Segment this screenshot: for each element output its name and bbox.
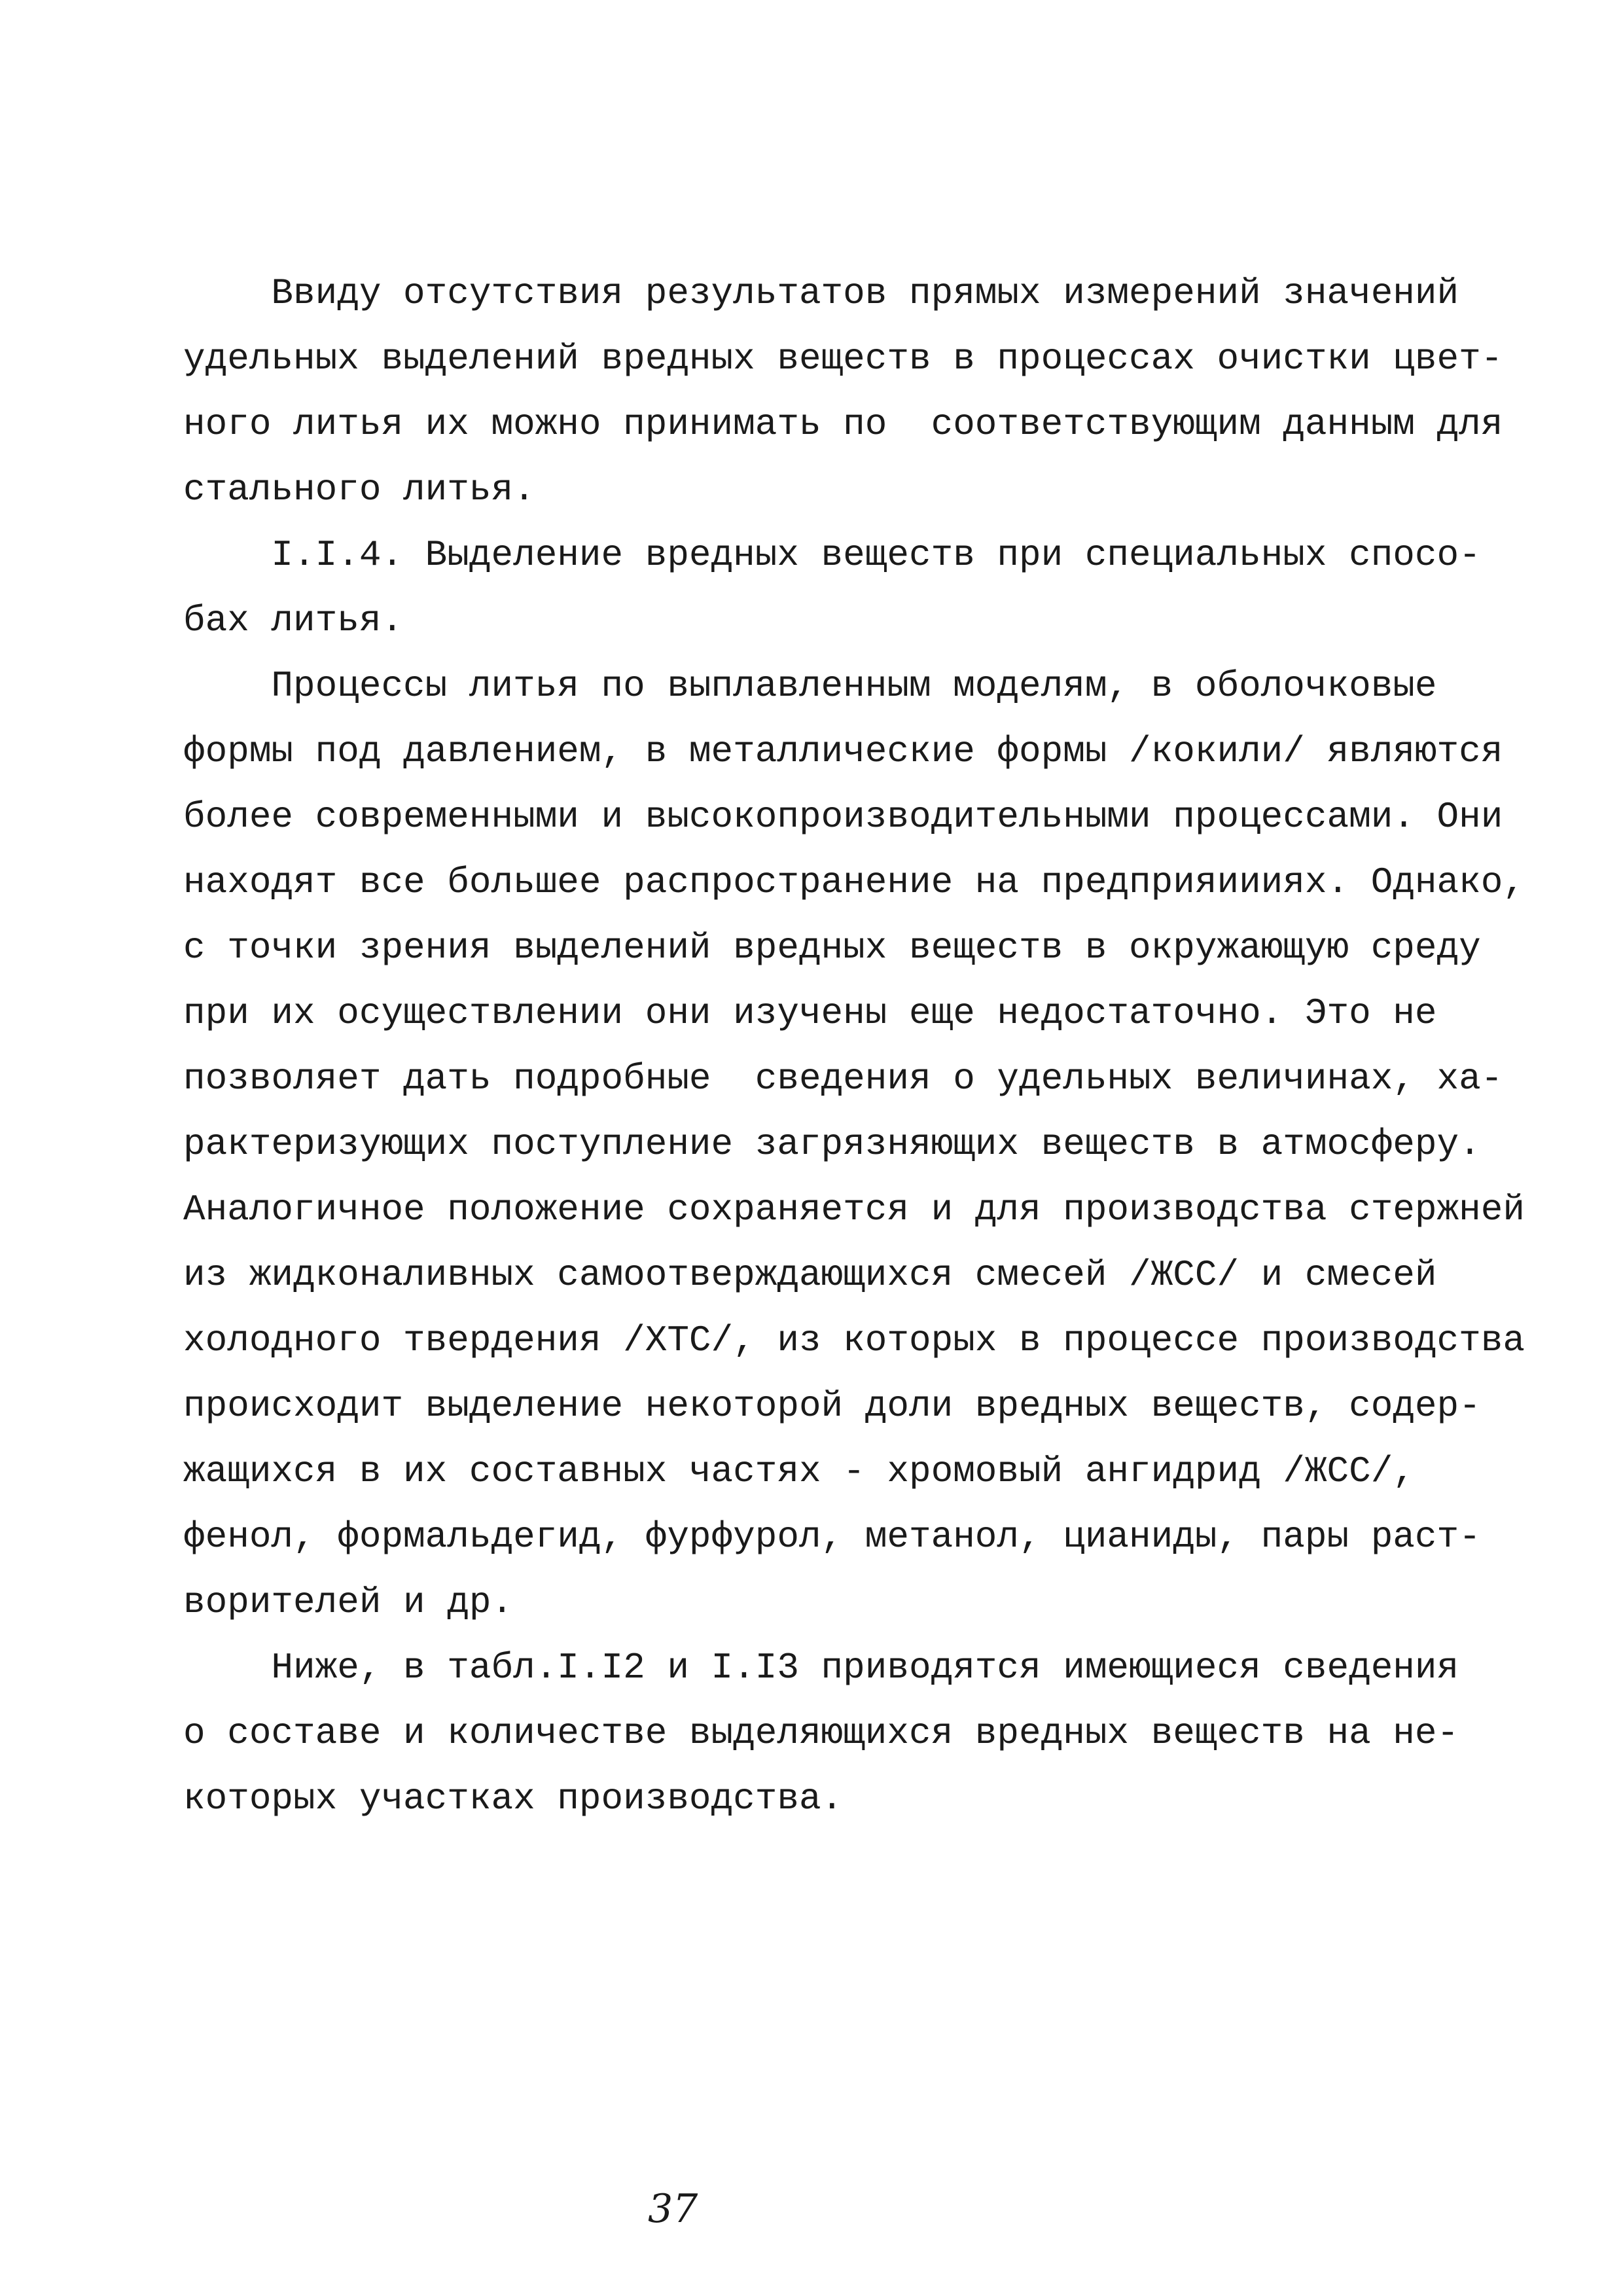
paragraph-colored-casting-note [183, 260, 1503, 522]
text-line: которых участках производства. [183, 1778, 844, 1820]
text-line: жащихся в их составных частях - хромовый ангидрид /ЖСС/, [183, 1450, 1415, 1492]
section-heading-1-1-4 [183, 522, 1481, 653]
text-line: Ввиду отсутствия результатов прямых измерений значений [183, 272, 1459, 314]
paragraph-special-casting-processes [183, 653, 1525, 1635]
text-line: фенол, формальдегид, фурфурол, метанол, цианиды, пары раст- [183, 1516, 1481, 1558]
text-line: удельных выделений вредных веществ в процессах очистки цвет- [183, 338, 1503, 380]
text-line: Ниже, в табл.I.I2 и I.I3 приводятся имеющиеся сведения [183, 1647, 1459, 1689]
text-line: о составе и количестве выделяющихся вредных веществ на не- [183, 1712, 1459, 1754]
text-line: Аналогичное положение сохраняется и для производства стержней [183, 1189, 1525, 1230]
page-number: 37 [648, 2186, 698, 2232]
text-line: Процессы литья по выплавленным моделям, в оболочковые [183, 665, 1437, 707]
text-line: более современными и высокопроизводительными процессами. Они [183, 796, 1503, 838]
document-body [183, 260, 1525, 1831]
text-line: ного литья их можно принимать по соответствующим данным для [183, 403, 1503, 445]
text-line: стального литья. [183, 469, 535, 511]
heading-line: бах литья. [183, 600, 404, 641]
text-line: из жидконаливных самоотверждающихся смесей /ЖСС/ и смесей [183, 1254, 1437, 1296]
text-line: ворителей и др. [183, 1581, 514, 1623]
text-line: находят все большее распространение на предприяиииях. Однако, [183, 861, 1525, 903]
text-line: происходит выделение некоторой доли вредных веществ, содер- [183, 1385, 1481, 1427]
text-line: при их осуществлении они изучены еще недостаточно. Это не [183, 992, 1437, 1034]
paragraph-tables-reference [183, 1635, 1459, 1831]
text-line: позволяет дать подробные сведения о удельных величинах, ха- [183, 1058, 1503, 1100]
heading-line: I.I.4. Выделение вредных веществ при специальных спосо- [183, 534, 1481, 576]
text-line: формы под давлением, в металлические формы /кокили/ являются [183, 730, 1503, 772]
text-line: рактеризующих поступление загрязняющих веществ в атмосферу. [183, 1123, 1481, 1165]
text-line: с точки зрения выделений вредных веществ в окружающую среду [183, 927, 1481, 969]
text-line: холодного твердения /ХТС/, из которых в процессе производства [183, 1319, 1525, 1361]
